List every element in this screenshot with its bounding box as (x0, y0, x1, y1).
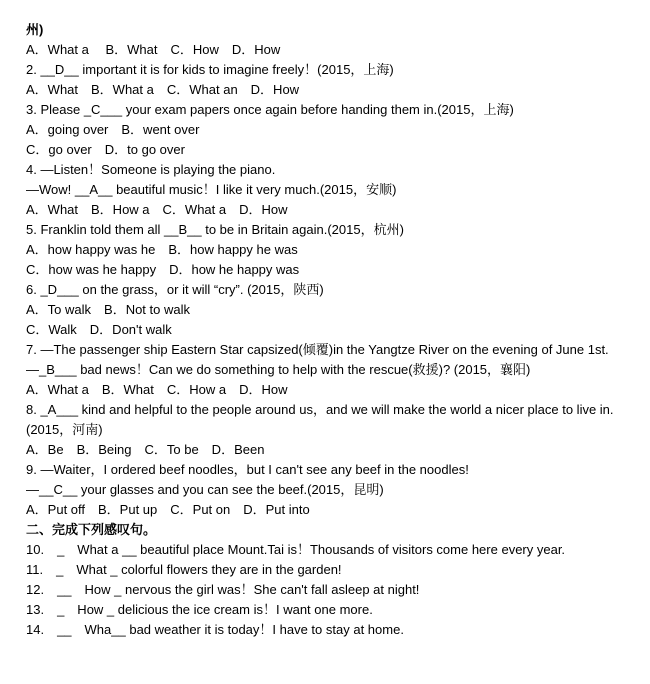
text-line: 11. _ What _ colorful flowers they are in the garden! (26, 562, 342, 577)
text-line: 12. __ How _ nervous the girl was！She can't fall asleep at night! (26, 582, 420, 597)
text-line: C．Walk D．Don't walk (26, 322, 172, 337)
text-line: 13. _ How _ delicious the ice cream is！I want one more. (26, 602, 373, 617)
text-line: —Wow! __A__ beautiful music！I like it very much.(2015，安顺) (26, 182, 397, 197)
text-line: 7. —The passenger ship Eastern Star capsized(倾覆)in the Yangtze River on the evening of June 1st. (26, 342, 609, 357)
text-line: 14. __ Wha__ bad weather it is today！I have to stay at home. (26, 622, 404, 637)
text-line: C．go over D．to go over (26, 142, 185, 157)
text-line: —_B___ bad news！Can we do something to help with the rescue(救援)? (2015，襄阳) (26, 362, 531, 377)
text-line: 3. Please _C___ your exam papers once again before handing them in.(2015，上海) (26, 102, 514, 117)
text-line: 2. __D__ important it is for kids to imagine freely！(2015，上海) (26, 62, 394, 77)
text-line: 5. Franklin told them all __B__ to be in Britain again.(2015，杭州) (26, 222, 404, 237)
text-line: A．To walk B．Not to walk (26, 302, 190, 317)
text-line: A．going over B．went over (26, 122, 200, 137)
text-line: A．Be B．Being C．To be D．Been (26, 442, 265, 457)
text-line: A．What B．How a C．What a D．How (26, 202, 288, 217)
text-line: 8. _A___ kind and helpful to the people around us，and we will make the world a nicer place to live in.(2015，河南) (26, 402, 614, 437)
text-line: 二、完成下列感叹句。 (26, 522, 157, 537)
text-line: 4. —Listen！Someone is playing the piano. (26, 162, 276, 177)
text-line: 州) (26, 22, 44, 37)
document-body (26, 20, 644, 640)
text-line: A．Put off B．Put up C．Put on D．Put into (26, 502, 310, 517)
text-line: A．What B．What a C．What an D．How (26, 82, 300, 97)
text-line: A．What a B．What C．How D．How (26, 42, 281, 57)
text-line: A．What a B．What C．How a D．How (26, 382, 288, 397)
text-line: —__C__ your glasses and you can see the beef.(2015，昆明) (26, 482, 384, 497)
text-line: C．how was he happy D．how he happy was (26, 262, 300, 277)
text-line: A．how happy was he B．how happy he was (26, 242, 298, 257)
text-line: 9. —Waiter，I ordered beef noodles，but I can't see any beef in the noodles! (26, 462, 469, 477)
text-line: 10. _ What a __ beautiful place Mount.Tai is！Thousands of visitors come here every year. (26, 542, 566, 557)
text-line: 6. _D___ on the grass，or it will “cry”. (2015，陕西) (26, 282, 324, 297)
